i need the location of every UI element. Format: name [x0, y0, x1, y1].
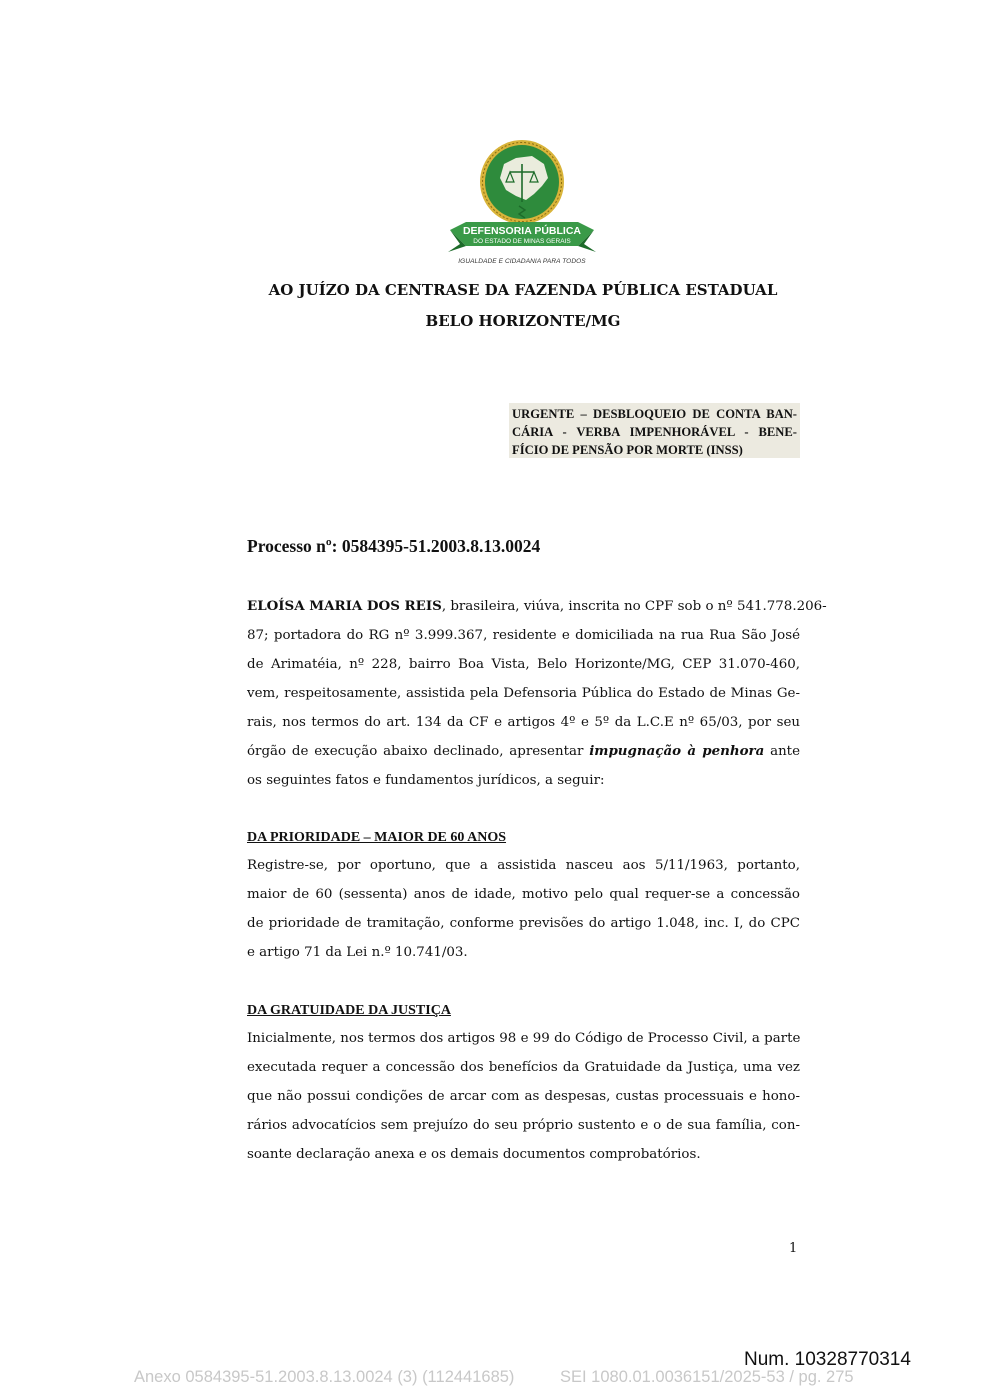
footer-annex-reference: Anexo 0584395-51.2003.8.13.0024 (3) (112441685): [134, 1368, 515, 1386]
process-number: Processo nº: 0584395-51.2003.8.13.0024: [247, 536, 541, 556]
logo-text-line2: DO ESTADO DE MINAS GERAIS: [473, 238, 571, 245]
qualification-line: rais, nos termos do art. 134 da CF e artigos 4º e 5º da L.C.E nº 65/03, por seu: [247, 715, 800, 730]
gratuity-line: que não possui condições de arcar com as despesas, custas processuais e hono-: [247, 1089, 800, 1104]
qualification-line: vem, respeitosamente, assistida pela Defensoria Pública do Estado de Minas Ge-: [247, 686, 800, 701]
qualification-line: [247, 737, 800, 766]
court-addressee: AO JUÍZO DA CENTRASE DA FAZENDA PÚBLICA ESTADUAL: [268, 281, 778, 299]
defensoria-publica-logo: [446, 134, 598, 272]
urgent-line-3: FÍCIO DE PENSÃO POR MORTE (INSS): [512, 443, 743, 457]
urgent-line-2: CÁRIA - VERBA IMPENHORÁVEL - BENE-: [512, 425, 797, 439]
document-number-stamp: Num. 10328770314: [744, 1349, 911, 1370]
urgent-notice-box: [509, 403, 800, 458]
qualification-line: de Arimatéia, nº 228, bairro Boa Vista, Belo Horizonte/MG, CEP 31.070-460,: [247, 657, 800, 672]
qualification-text: , brasileira, viúva, inscrita no CPF sob o nº 541.778.206-: [441, 599, 827, 614]
section-title-priority: DA PRIORIDADE – MAIOR DE 60 ANOS: [247, 830, 507, 845]
qualification-text: órgão de execução abaixo declinado, apresentar: [247, 744, 590, 759]
priority-line: de prioridade de tramitação, conforme previsões do artigo 1.048, inc. I, do CPC: [247, 916, 800, 931]
qualification-line: [247, 592, 827, 621]
qualification-line: os seguintes fatos e fundamentos jurídicos, a seguir:: [247, 773, 605, 788]
court-city: BELO HORIZONTE/MG: [425, 312, 621, 330]
gratuity-line: Inicialmente, nos termos dos artigos 98 e 99 do Código de Processo Civil, a parte: [247, 1031, 801, 1046]
page-number: 1: [789, 1241, 798, 1256]
priority-paragraph: [247, 851, 800, 967]
logo-text-line1: DEFENSORIA PÚBLICA: [462, 225, 582, 237]
footer-sei-reference: SEI 1080.01.0036151/2025-53 / pg. 275: [560, 1368, 854, 1386]
qualification-paragraph: [247, 592, 827, 795]
impugnation-emphasis: impugnação à penhora: [589, 743, 765, 759]
section-title-gratuity: DA GRATUIDADE DA JUSTIÇA: [247, 1003, 451, 1018]
priority-line: maior de 60 (sessenta) anos de idade, motivo pelo qual requer-se a concessão: [247, 887, 800, 902]
gratuity-paragraph: [247, 1024, 800, 1169]
priority-line: e artigo 71 da Lei n.º 10.741/03.: [247, 945, 468, 960]
priority-line: Registre-se, por oportuno, que a assistida nasceu aos 5/11/1963, portanto,: [247, 858, 800, 873]
logo-tagline: IGUALDADE E CIDADANIA PARA TODOS: [458, 258, 586, 265]
gratuity-line: soante declaração anexa e os demais documentos comprobatórios.: [247, 1147, 701, 1162]
qualification-line: 87; portadora do RG nº 3.999.367, residente e domiciliada na rua Rua São José: [247, 628, 800, 643]
gratuity-line: rários advocatícios sem prejuízo do seu próprio sustento e o de sua família, con-: [247, 1118, 800, 1133]
gratuity-line: executada requer a concessão dos benefícios da Gratuidade da Justiça, uma vez: [247, 1060, 800, 1075]
urgent-line-1: URGENTE – DESBLOQUEIO DE CONTA BAN-: [512, 407, 797, 421]
party-name: ELOÍSA MARIA DOS REIS: [247, 598, 442, 614]
qualification-text: ante: [764, 744, 800, 759]
